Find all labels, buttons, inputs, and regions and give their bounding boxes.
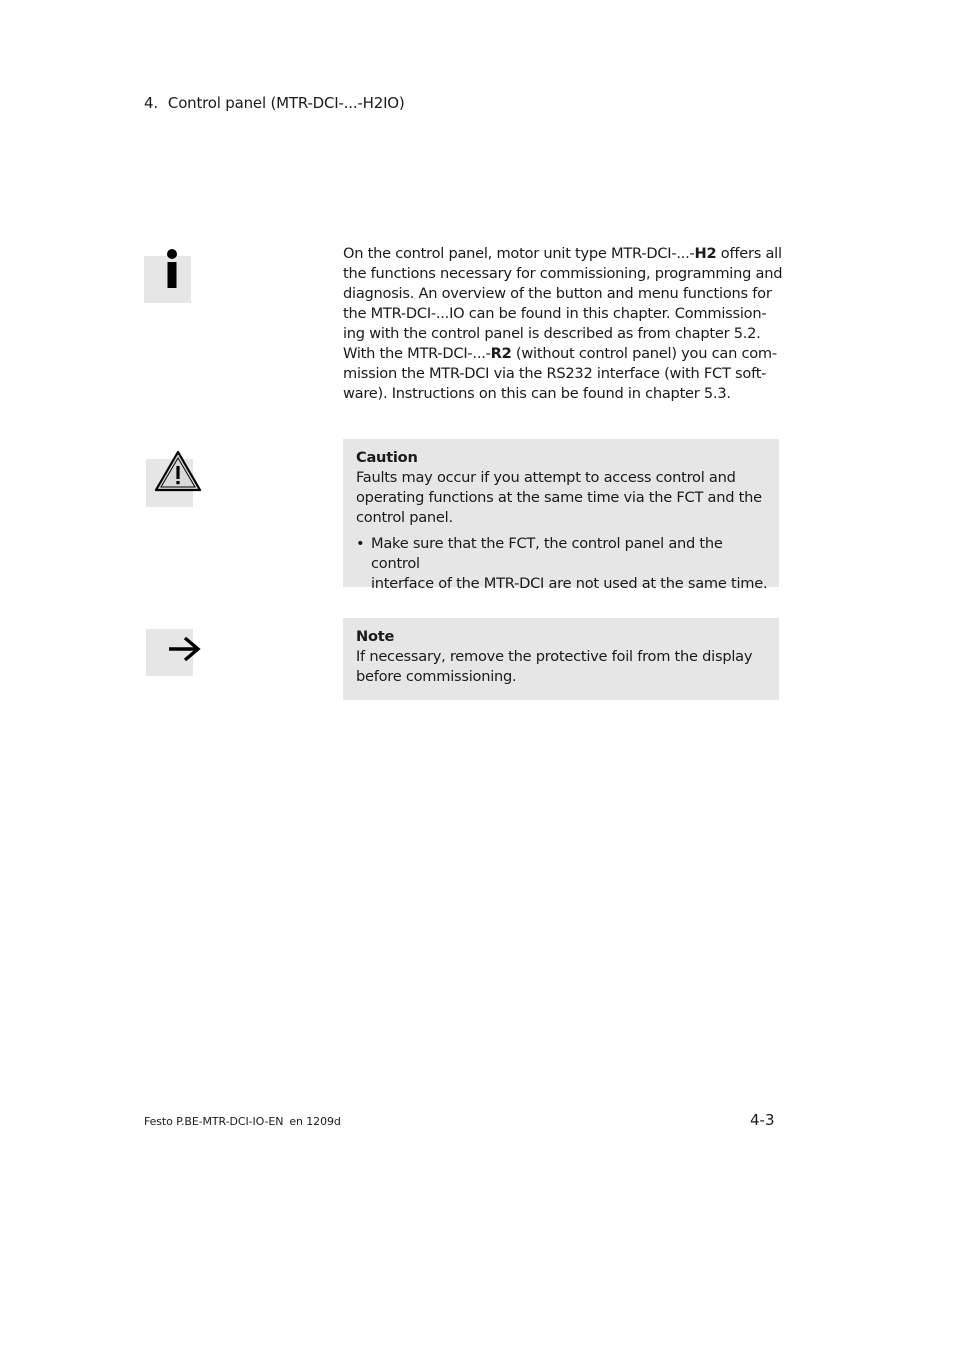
model-code-h2: H2 xyxy=(694,245,717,262)
info-line: the functions necessary for commissioning, programming and xyxy=(343,265,783,282)
info-paragraph xyxy=(343,244,783,404)
bullet-line: Make sure that the FCT, the control panel and the control xyxy=(371,535,723,572)
info-line: On the control panel, motor unit type MTR-DCI-...-H2 offers all xyxy=(343,245,782,262)
caution-line: control panel. xyxy=(356,509,453,526)
arrow-right-icon xyxy=(166,635,206,665)
caution-panel xyxy=(343,439,779,592)
caution-line: Faults may occur if you attempt to access control and xyxy=(356,469,736,486)
chapter-number: 4. xyxy=(144,94,158,112)
info-line: ing with the control panel is described as from chapter 5.2. xyxy=(343,325,761,342)
note-title: Note xyxy=(356,628,395,645)
bullet-line: interface of the MTR-DCI are not used at the same time. xyxy=(371,575,768,592)
info-line: diagnosis. An overview of the button and menu functions for xyxy=(343,285,772,302)
model-code-r2: R2 xyxy=(490,345,512,362)
chapter-title: Control panel (MTR-DCI-...-H2IO) xyxy=(167,94,405,112)
caution-line: operating functions at the same time via the FCT and the xyxy=(356,489,762,506)
warning-triangle-icon xyxy=(153,449,203,495)
info-line: ware). Instructions on this can be found in chapter 5.3. xyxy=(343,385,731,402)
footer-edition: en 1209d xyxy=(289,1115,341,1128)
caution-bullet xyxy=(356,534,771,594)
footer-doc-info xyxy=(144,1115,341,1128)
page-header xyxy=(144,94,405,112)
note-line: If necessary, remove the protective foil from the display xyxy=(356,648,753,665)
footer-doc-id: Festo P.BE-MTR-DCI-IO-EN xyxy=(144,1115,284,1128)
info-line: mission the MTR-DCI via the RS232 interface (with FCT soft- xyxy=(343,365,767,382)
page-number: 4-3 xyxy=(750,1111,775,1129)
bullet-dot: • xyxy=(356,535,365,552)
info-line: With the MTR-DCI-...-R2 (without control panel) you can com- xyxy=(343,345,777,362)
info-line: the MTR-DCI-...IO can be found in this chapter. Commission- xyxy=(343,305,767,322)
note-line: before commissioning. xyxy=(356,668,517,685)
caution-title: Caution xyxy=(356,449,418,466)
note-panel xyxy=(343,618,779,700)
